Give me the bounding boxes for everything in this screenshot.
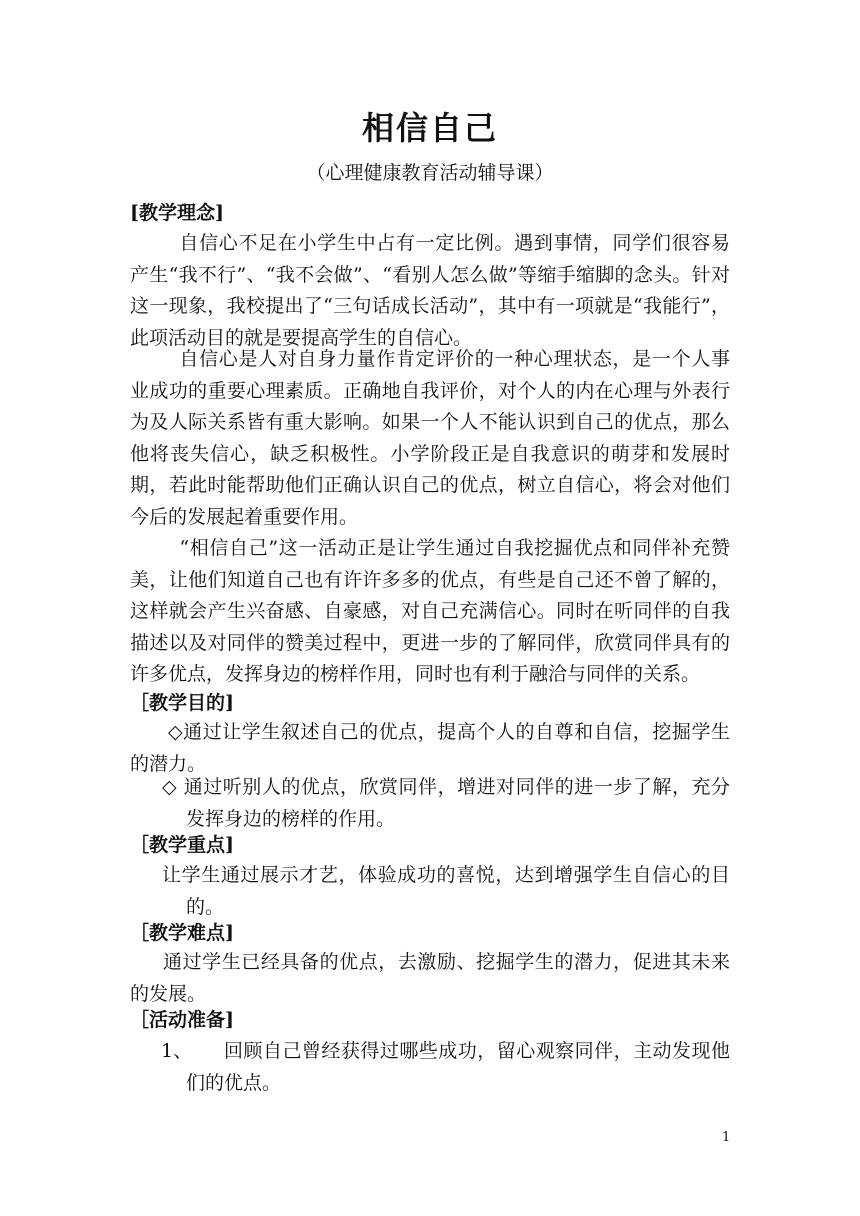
section-heading-difficulty: ［教学难点] [130, 922, 234, 944]
document-title: 相信自己 [361, 109, 498, 147]
page-number: 1 [722, 1130, 731, 1145]
section-heading-preparation: ［活动准备] [130, 1009, 234, 1031]
section-heading-concept: [教学理念] [130, 202, 224, 224]
focus-text: 让学生通过展示才艺，体验成功的喜悦，达到增强学生自信心的目的。 [162, 864, 730, 918]
preparation-item-number: 1、 [161, 1040, 193, 1062]
goal-item-2: ◇ 通过听别人的优点，欣赏同伴，增进对同伴的进一步了解，充分发挥身边的榜样的作用。 [162, 776, 730, 830]
section-heading-goals: ［教学目的] [130, 692, 234, 714]
difficulty-text: 通过学生已经具备的优点，去激励、挖掘学生的潜力，促进其未来的发展。 [130, 951, 730, 1005]
section-heading-focus: ［教学重点] [130, 834, 234, 856]
concept-paragraph-2: 自信心是人对自身力量作肯定评价的一种心理状态，是一个人事业成功的重要心理素质。正确地自我评价，对个人的内在心理与外表行为及人际关系皆有重大影响。如果一个人不能认识到自己的优点，那么他将丧失信心，缺乏积极性。小学阶段正是自我意识的萌芽和发展时期，若此时能帮助他们正确认识自己的优点，树立自信心，将会对他们今后的发展起着重要作用。 [130, 348, 730, 528]
concept-paragraph-1: 自信心不足在小学生中占有一定比例。遇到事情，同学们很容易产生“我不行”、“我不会做”、“看别人怎么做”等缩手缩脚的念头。针对这一现象，我校提出了“三句话成长活动”，其中有一项就是“我能行”，此项活动目的就是要提高学生的自信心。 [130, 232, 730, 349]
document-subtitle: （心理健康教育活动辅导课） [306, 162, 554, 184]
concept-paragraph-3: “相信自己”这一活动正是让学生通过自我挖掘优点和同伴补充赞美，让他们知道自己也有许许多多的优点，有些是自己还不曾了解的，这样就会产生兴奋感、自豪感，对自己充满信心。同时在听同伴的自我描述以及对同伴的赞美过程中，更进一步的了解同伴，欣赏同伴具有的许多优点，发挥身边的榜样作用，同时也有利于融洽与同伴的关系。 [130, 537, 730, 686]
goal-item-1: ◇通过让学生叙述自己的优点，提高个人的自尊和自信，挖掘学生的潜力。 [130, 721, 730, 775]
preparation-item-text: 回顾自己曾经获得过哪些成功，留心观察同伴，主动发现他们的优点。 [186, 1040, 730, 1094]
